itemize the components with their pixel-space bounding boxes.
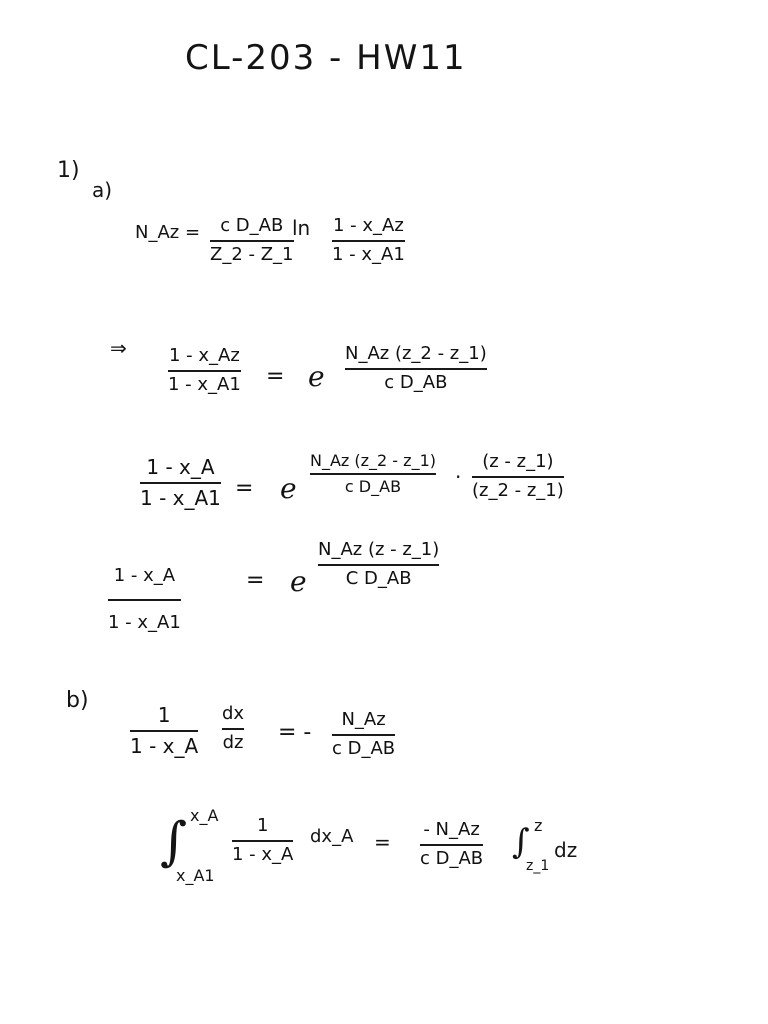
eq4-lhs-numerator: 1 - x_A <box>113 565 176 586</box>
b-eq1-fraction-2 <box>222 704 244 753</box>
eq3-exp-numerator: N_Az (z_2 - z_1) <box>310 451 436 470</box>
implies-arrow: ⇒ <box>110 336 127 360</box>
fraction-bar <box>140 482 221 484</box>
differential-dx: dx_A <box>310 826 354 847</box>
b-eq1-f3-denominator: c D_AB <box>332 737 396 759</box>
eq1-lhs: N_Az = <box>135 222 201 243</box>
b-eq1-f1-numerator: 1 <box>157 703 171 727</box>
eq1-fraction <box>210 216 294 265</box>
equals-sign: = <box>266 364 285 389</box>
fraction-bar <box>210 240 294 242</box>
b-eq2-integrand <box>232 816 293 865</box>
eq1-log-numerator: 1 - x_Az <box>333 215 404 236</box>
b-eq1-f3-numerator: N_Az <box>341 709 386 730</box>
exp-base: e <box>308 360 325 393</box>
page-title: CL-203 - HW11 <box>185 38 467 78</box>
eq3-exponent <box>310 452 436 497</box>
eq1-log-denominator: 1 - x_A1 <box>332 243 405 265</box>
multiply-dot: · <box>455 465 462 489</box>
b-eq1-f1-denominator: 1 - x_A <box>130 734 199 758</box>
fraction-bar <box>332 240 405 242</box>
eq2-exp-denominator: c D_AB <box>384 371 448 393</box>
eq3-lhs-denominator: 1 - x_A1 <box>140 486 221 510</box>
integral-lower-limit: x_A1 <box>176 866 215 885</box>
b-eq2-rhs-fraction <box>420 820 483 869</box>
fraction-bar <box>130 730 198 732</box>
b-eq2-rhs-numerator: - N_Az <box>423 819 480 840</box>
part-a-label: a) <box>92 178 113 202</box>
eq3-lhs-fraction <box>140 456 221 510</box>
eq3-factor <box>472 452 564 501</box>
exp-base: e <box>280 472 297 505</box>
eq4-lhs-fraction <box>108 566 181 633</box>
fraction-bar <box>472 476 564 478</box>
b-eq2-integrand-numerator: 1 <box>256 815 269 836</box>
eq2-exp-numerator: N_Az (z_2 - z_1) <box>345 343 487 364</box>
eq3-lhs-numerator: 1 - x_A <box>146 455 215 479</box>
integral-sign: ∫ <box>160 812 188 872</box>
b-eq1-fraction-3 <box>332 710 395 759</box>
eq2-lhs-numerator: 1 - x_Az <box>169 345 240 366</box>
fraction-bar <box>168 370 241 372</box>
fraction-bar <box>232 840 293 842</box>
eq2-lhs-fraction <box>168 346 241 395</box>
integral-2-upper-limit: z <box>534 816 543 835</box>
problem-number: 1) <box>57 158 80 183</box>
fraction-bar <box>420 844 483 846</box>
b-eq1-f2-numerator: dx <box>222 703 245 724</box>
eq1-frac-numerator: c D_AB <box>220 215 284 236</box>
fraction-bar <box>108 599 181 601</box>
eq3-factor-numerator: (z - z_1) <box>482 451 554 472</box>
b-eq2-integrand-denominator: 1 - x_A <box>232 843 294 865</box>
eq2-lhs-denominator: 1 - x_A1 <box>168 373 241 395</box>
eq4-exp-numerator: N_Az (z - z_1) <box>318 539 440 560</box>
eq2-exponent <box>345 344 487 393</box>
eq4-exponent <box>318 540 439 589</box>
eq4-exp-denominator: C D_AB <box>345 567 412 589</box>
ln-operator: ln <box>292 216 311 240</box>
eq4-lhs-denominator: 1 - x_A1 <box>108 611 181 633</box>
eq3-factor-denominator: (z_2 - z_1) <box>472 479 564 501</box>
fraction-bar <box>222 728 244 730</box>
fraction-bar <box>310 473 436 475</box>
eq3-exp-denominator: c D_AB <box>344 477 402 497</box>
b-eq1-f2-denominator: dz <box>222 731 244 753</box>
b-eq1-fraction-1 <box>130 704 198 758</box>
eq1-frac-denominator: Z_2 - Z_1 <box>210 243 294 265</box>
fraction-bar <box>332 734 395 736</box>
equals-sign: = <box>246 568 265 593</box>
exp-base: e <box>290 565 307 598</box>
fraction-bar <box>345 368 487 370</box>
integral-upper-limit: x_A <box>190 806 219 825</box>
part-b-label: b) <box>66 688 89 713</box>
equals-sign: = <box>374 830 391 854</box>
fraction-bar <box>318 564 439 566</box>
integral-2-lower-limit: z_1 <box>526 858 550 874</box>
b-eq2-rhs-denominator: c D_AB <box>420 847 484 869</box>
differential-dz: dz <box>554 838 578 862</box>
eq1-log-fraction <box>332 216 405 265</box>
equals-sign: = <box>235 476 254 501</box>
integral-sign-2: ∫ <box>512 822 530 862</box>
equals-minus: = - <box>278 720 312 745</box>
